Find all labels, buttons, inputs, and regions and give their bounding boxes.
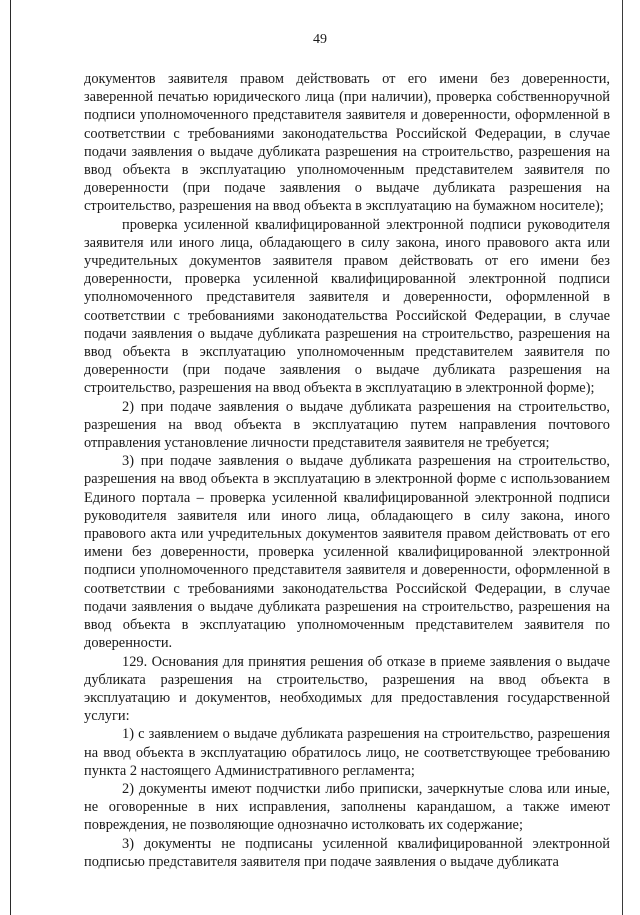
paragraph: 129. Основания для принятия решения об отказе в приеме заявления о выдаче дубликата разрешения на строительство, разрешения на ввод объекта в эксплуатацию и документов, необходимых для предоставления государственной услуги: — [84, 653, 610, 725]
document-body — [84, 70, 610, 871]
scan-border-left — [10, 0, 11, 915]
paragraph: проверка усиленной квалифицированной электронной подписи руководителя заявителя или иного лица, обладающего в силу закона, иного правового акта или учредительных документов заявителя правом действовать от его имени без доверенности, проверка усиленной квалифицированной электронной подписи уполномоченного представителя заявителя и доверенности, оформленной в соответствии с требованиями законодательства Российской Федерации, в случае подачи заявления о выдаче дубликата разрешения на строительство, разрешения на ввод объекта в эксплуатацию уполномоченным представителем заявителя по доверенности (при подаче заявления о выдаче дубликата разрешения на строительство, разрешения на ввод объекта в эксплуатацию в электронной форме); — [84, 216, 610, 397]
paragraph: 2) при подаче заявления о выдаче дубликата разрешения на строительство, разрешения на ввод объекта в эксплуатацию путем направления почтового отправления установление личности представителя заявителя не требуется; — [84, 398, 610, 452]
paragraph: 2) документы имеют подчистки либо приписки, зачеркнутые слова или иные, не оговоренные в них исправления, заполнены карандашом, а также имеют повреждения, не позволяющие однозначно истолковать их содержание; — [84, 780, 610, 834]
page-number: 49 — [313, 32, 327, 47]
scan-border-right — [622, 0, 623, 915]
paragraph: документов заявителя правом действовать от его имени без доверенности, заверенной печатью юридического лица (при наличии), проверка собственноручной подписи уполномоченного представителя заявителя и доверенности, оформленной в соответствии с требованиями законодательства Российской Федерации, в случае подачи заявления о выдаче дубликата разрешения на строительство, разрешения на ввод объекта в эксплуатацию уполномоченным представителем заявителя по доверенности (при подаче заявления о выдаче дубликата разрешения на строительство, разрешения на ввод объекта в эксплуатацию на бумажном носителе); — [84, 71, 610, 215]
paragraph: 3) при подаче заявления о выдаче дубликата разрешения на строительство, разрешения на ввод объекта в эксплуатацию в электронной форме с использованием Единого портала – проверка усиленной квалифицированной электронной подписи руководителя заявителя или иного лица, обладающего в силу закона, иного правового акта или учредительных документов заявителя правом действовать от его имени без доверенности, проверка усиленной квалифицированной электронной подписи уполномоченного представителя заявителя и доверенности, оформленной в соответствии с требованиями законодательства Российской Федерации, в случае подачи заявления о выдаче дубликата разрешения на строительство, разрешения на ввод объекта в эксплуатацию уполномоченным представителем заявителя по доверенности. — [84, 453, 610, 652]
paragraph: 3) документы не подписаны усиленной квалифицированной электронной подписью представителя заявителя при подаче заявления о выдаче дубликата — [84, 835, 610, 870]
paragraph: 1) с заявлением о выдаче дубликата разрешения на строительство, разрешения на ввод объекта в эксплуатацию обратилось лицо, не соответствующее требованию пункта 2 настоящего Административного регламента; — [84, 726, 610, 779]
